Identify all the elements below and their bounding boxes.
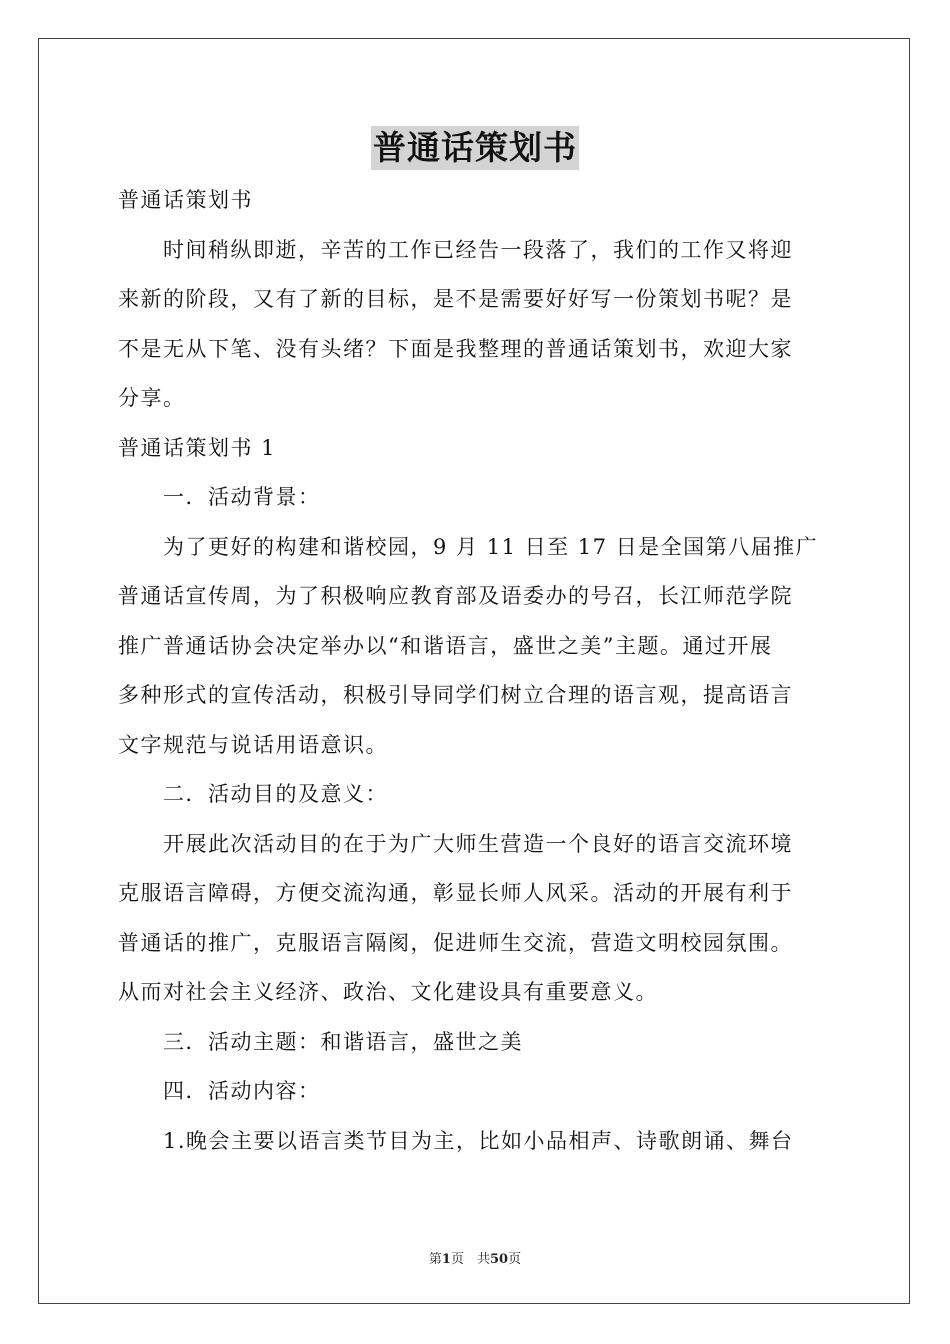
- body-line: 文字规范与说话用语意识。: [118, 732, 388, 757]
- footer-page-total: 50: [489, 1252, 509, 1267]
- body-line: 1.晚会主要以语言类节目为主，比如小品相声、诗歌朗诵、舞台: [118, 1128, 794, 1153]
- body-line: 克服语言障碍，方便交流沟通，彰显长师人风采。活动的开展有利于: [118, 881, 793, 905]
- page-footer: [0, 1248, 950, 1267]
- title-container: [0, 126, 950, 170]
- body-line: 四．活动内容：: [118, 1079, 321, 1103]
- body-line: 分享。: [118, 386, 186, 410]
- body-line: 从而对社会主义经济、政治、文化建设具有重要意义。: [118, 980, 658, 1004]
- body-line: 普通话宣传周，为了积极响应教育部及语委办的号召，长江师范学院: [118, 584, 793, 608]
- body-line: 三．活动主题：和谐语言，盛世之美: [118, 1029, 523, 1054]
- footer-mid: 页 共: [450, 1252, 490, 1267]
- document-body: [118, 176, 834, 1166]
- footer-suffix: 页: [508, 1252, 522, 1267]
- body-line: 多种形式的宣传活动，积极引导同学们树立合理的语言观，提高语言: [118, 683, 793, 707]
- body-line: 普通话策划书: [118, 188, 253, 212]
- body-line: 为了更好的构建和谐校园，9 月 11 日至 17 日是全国第八届推广: [118, 534, 819, 559]
- body-line: 普通话的推广，克服语言隔阂，促进师生交流，营造文明校园氛围。: [118, 930, 793, 955]
- body-line: 开展此次活动目的在于为广大师生营造一个良好的语言交流环境: [118, 831, 793, 856]
- body-line: 来新的阶段，又有了新的目标，是不是需要好好写一份策划书呢？是: [118, 287, 793, 311]
- footer-prefix: 第: [428, 1252, 442, 1267]
- body-line: 一．活动背景：: [118, 485, 321, 509]
- body-line: 二．活动目的及意义：: [118, 782, 388, 806]
- body-line: 普通话策划书 1: [118, 435, 277, 460]
- document-title: 普通话策划书: [371, 126, 579, 170]
- body-line: 时间稍纵即逝，辛苦的工作已经告一段落了，我们的工作又将迎: [118, 237, 793, 262]
- body-line: 不是无从下笔、没有头绪？下面是我整理的普通话策划书，欢迎大家: [118, 336, 793, 361]
- footer-page-current: 1: [441, 1252, 451, 1267]
- body-line: 推广普通话协会决定举办以“和谐语言，盛世之美”主题。通过开展: [118, 633, 773, 658]
